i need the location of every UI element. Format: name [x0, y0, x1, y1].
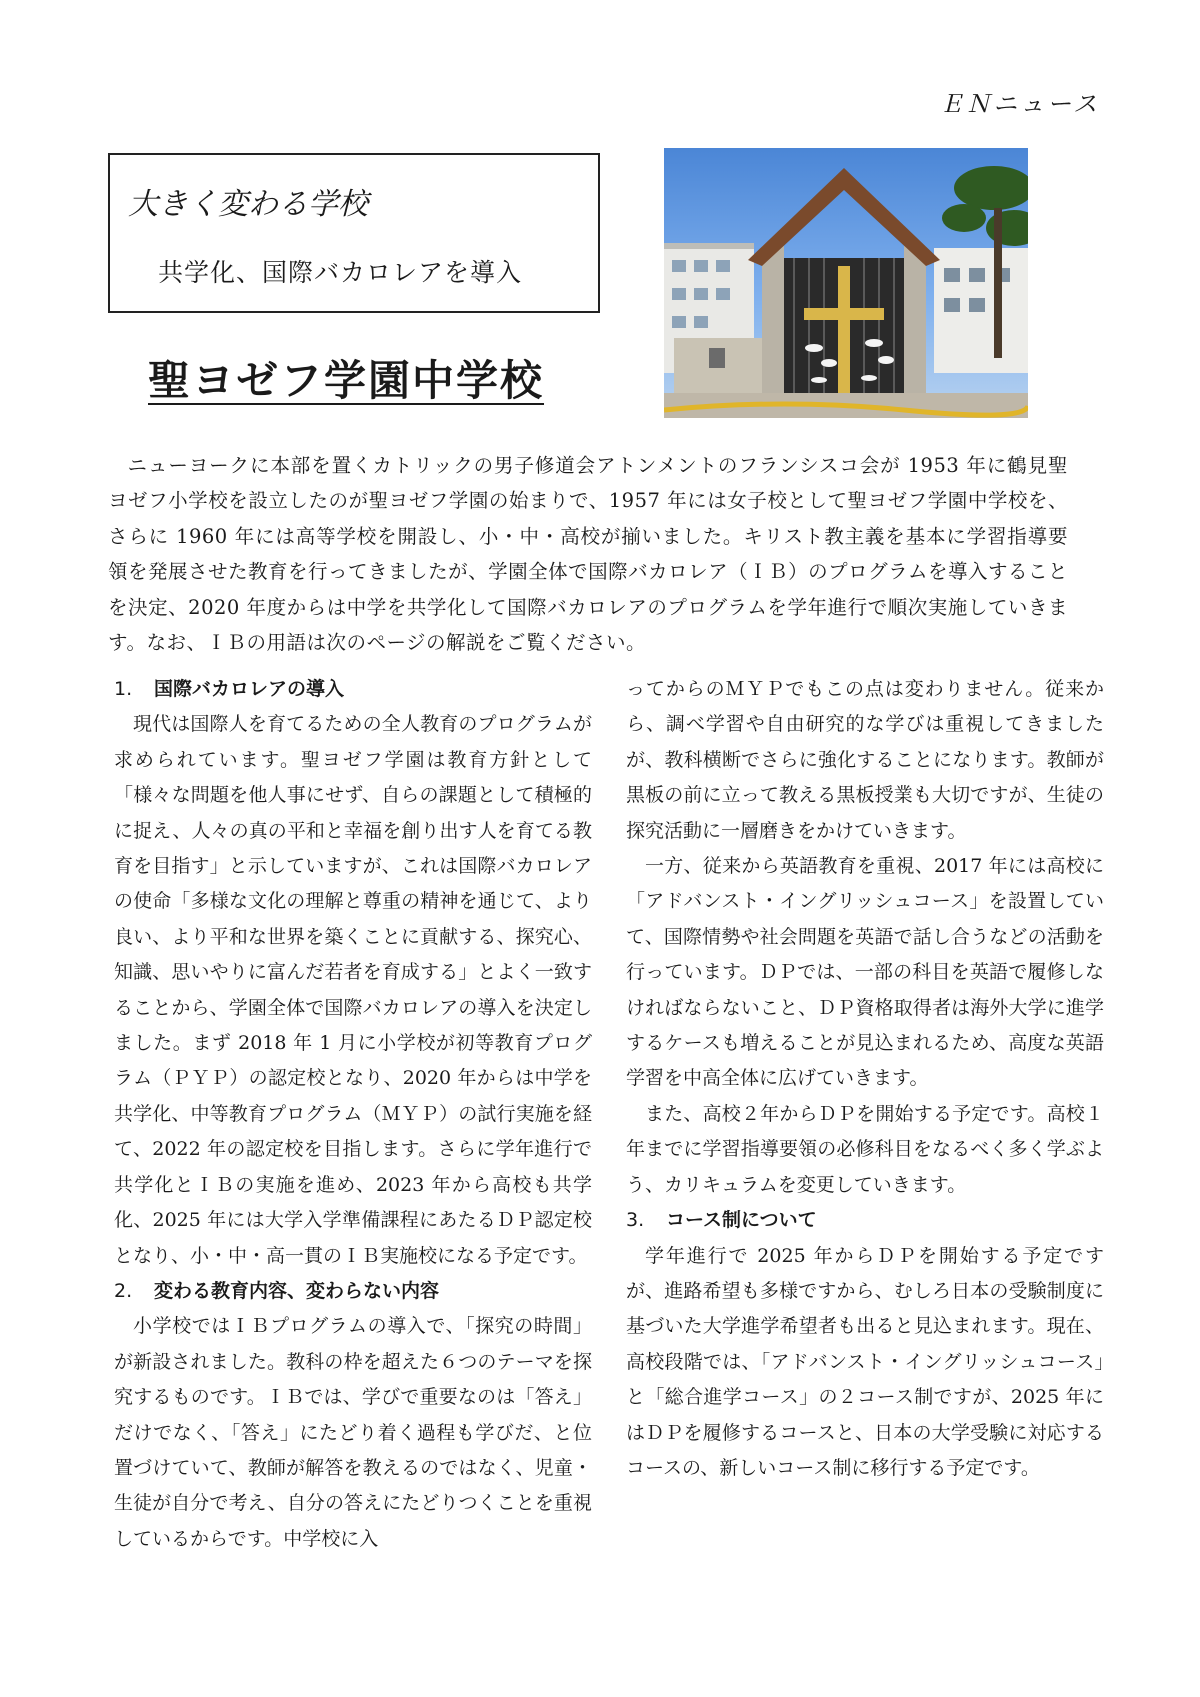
- section-3-title: コース制について: [666, 1209, 817, 1232]
- school-name: 聖ヨゼフ学園中学校: [148, 356, 545, 405]
- section-3-body: 学年進行で 2025 年からＤＰを開始する予定ですが、進路希望も多様ですから、むしろ日本の受験制度に基づいた大学進学希望者も出ると見込まれます。現在、高校段階では、「アドバンスト・イングリッシュコース」と「総合進学コース」の２コース制ですが、2025 年にはＤＰを履修するコースと、日本の大学受験に対応するコースの、新しいコース制に移行する予定です。: [626, 1244, 1104, 1479]
- school-gate-illustration: [664, 148, 1028, 418]
- section-3-number: 3.: [626, 1209, 645, 1232]
- title-box: [108, 153, 600, 313]
- section-1-number: 1.: [114, 678, 133, 700]
- section-1-body: 現代は国際人を育てるための全人教育のプログラムが求められています。聖ヨゼフ学園は教育方針として「様々な問題を他人事にせず、自らの課題として積極的に捉え、人々の真の平和と幸福を創り出す人を育てる教育を目指す」と示していますが、これは国際バカロレアの使命「多様な文化の理解と尊重の精神を通じて、より良い、より平和な世界を築くことに貢献する、探究心、知識、思いやりに富んだ若者を育成する」とよく一致することから、学園全体で国際バカロレアの導入を決定しました。まず 2018 年 1 月に小学校が初等教育プログラム（ＰＹＰ）の認定校となり、2020 年からは中学を共学化、中等教育プログラム（ＭＹＰ）の試行実施を経て、2022 年の認定校を目指します。さらに学年進行で共学化とＩＢの実施を進め、2023 年から高校も共学化、2025 年には大学入学準備課程にあたるＤＰ認定校となり、小・中・高一貫のＩＢ実施校になる予定です。: [114, 713, 592, 1267]
- lead-paragraph: ニューヨークに本部を置くカトリックの男子修道会アトンメントのフランシスコ会が 1953 年に鶴見聖ヨゼフ小学校を設立したのが聖ヨゼフ学園の始まりで、1957 年には女子校として聖ヨゼフ学園中学校を、さらに 1960 年には高等学校を開設し、小・中・高校が揃いました。キリスト教主義を基本に学習指導要領を発展させた教育を行ってきましたが、学園全体で国際バカロレア（ＩＢ）のプログラムを導入することを決定、2020 年度からは中学を共学化して国際バカロレアのプログラムを学年進行で順次実施していきます。なお、ＩＢの用語は次のページの解説をご覧ください。: [108, 453, 1068, 654]
- section-1-title: 国際バカロレアの導入: [154, 678, 345, 700]
- left-column: [114, 672, 592, 1557]
- section-2-body-dp: また、高校２年からＤＰを開始する予定です。高校１年までに学習指導要領の必修科目をなるべく多く学ぶよう、カリキュラムを変更していきます。: [626, 1102, 1104, 1196]
- right-column: [626, 672, 1104, 1486]
- section-3-heading: [626, 1203, 1104, 1238]
- newsletter-label: ＥＮニュース: [939, 90, 1100, 118]
- section-2-number: 2.: [114, 1279, 133, 1302]
- section-1-heading: [114, 672, 592, 707]
- school-gate-photo: [664, 148, 1028, 418]
- section-2-heading: [114, 1274, 592, 1309]
- section-2-title: 変わる教育内容、変わらない内容: [154, 1279, 440, 1302]
- article-kicker: 大きく変わる学校: [128, 187, 368, 222]
- article-subtitle: 共学化、国際バカロレアを導入: [158, 258, 523, 287]
- section-2-body-english: 一方、従来から英語教育を重視、2017 年には高校に「アドバンスト・イングリッシュコース」を設置していて、国際情勢や社会問題を英語で話し合うなどの活動を行っています。ＤＰでは、一部の科目を英語で履修しなければならないこと、ＤＰ資格取得者は海外大学に進学するケースも増えることが見込まれるため、高度な英語学習を中高全体に広げていきます。: [626, 855, 1104, 1090]
- section-2-body-continued: ってからのＭＹＰでもこの点は変わりません。従来から、調べ学習や自由研究的な学びは重視してきましたが、教科横断でさらに強化することになります。教師が黒板の前に立って教える黒板授業も大切ですが、生徒の探究活動に一層磨きをかけていきます。: [626, 678, 1104, 842]
- section-2-body-left: 小学校ではＩＢプログラムの導入で、「探究の時間」が新設されました。教科の枠を超えた６つのテーマを探究するものです。ＩＢでは、学びで重要なのは「答え」だけでなく、「答え」にたどり着く過程も学びだ、と位置づけていて、教師が解答を教えるのではなく、児童・生徒が自分で考え、自分の答えにたどりつくことを重視しているからです。中学校に入: [114, 1315, 592, 1550]
